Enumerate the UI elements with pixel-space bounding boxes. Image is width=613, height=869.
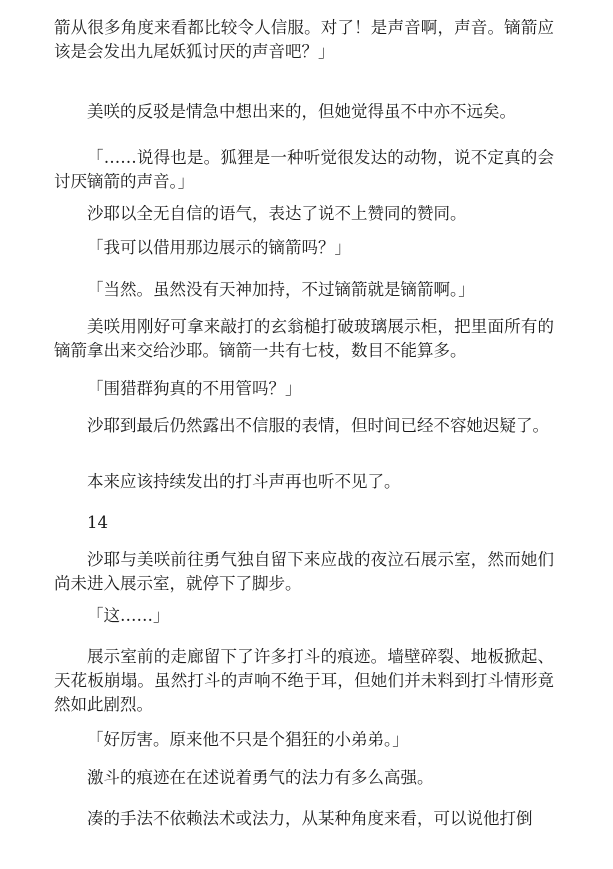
paragraph: 「好厉害。原来他不只是个猖狂的小弟弟。」 (87, 730, 409, 749)
paragraph: 本来应该持续发出的打斗声再也听不见了。 (87, 472, 401, 491)
paragraph: 「这……」 (87, 606, 170, 625)
paragraph: 沙耶到最后仍然露出不信服的表情，但时间已经不容她迟疑了。 (87, 416, 549, 435)
paragraph: 「我可以借用那边展示的镝箭吗？」 (87, 238, 351, 257)
paragraph: 凑的手法不依赖法术或法力，从某种角度来看，可以说他打倒 (87, 809, 533, 828)
paragraph: 「围猎群狗真的不用管吗？」 (87, 379, 302, 398)
paragraph: 「……说得也是。狐狸是一种听觉很发达的动物，说不定真的会讨厌镝箭的声音。」 (54, 148, 554, 191)
paragraph: 沙耶以全无自信的语气，表达了说不上赞同的赞同。 (87, 204, 467, 223)
paragraph: 「当然。虽然没有天神加持，不过镝箭就是镝箭啊。」 (87, 280, 475, 299)
paragraph: 激斗的痕迹在在述说着勇气的法力有多么高强。 (87, 768, 434, 787)
paragraph: 美咲的反驳是情急中想出来的，但她觉得虽不中亦不远矣。 (87, 102, 516, 121)
paragraph: 展示室前的走廊留下了许多打斗的痕迹。墙壁碎裂、地板掀起、天花板崩塌。虽然打斗的声响不绝于耳，但她们并未料到打斗情形竟然如此剧烈。 (54, 647, 554, 714)
section-number: 14 (87, 513, 108, 532)
paragraph: 箭从很多角度来看都比较令人信服。对了！是声音啊，声音。镝箭应该是会发出九尾妖狐讨厌的声音吧？」 (54, 18, 554, 61)
paragraph: 美咲用刚好可拿来敲打的玄翁槌打破玻璃展示柜，把里面所有的镝箭拿出来交给沙耶。镝箭一共有七枝，数目不能算多。 (54, 317, 554, 360)
paragraph: 沙耶与美咲前往勇气独自留下来应战的夜泣石展示室，然而她们尚未进入展示室，就停下了脚步。 (54, 550, 554, 593)
